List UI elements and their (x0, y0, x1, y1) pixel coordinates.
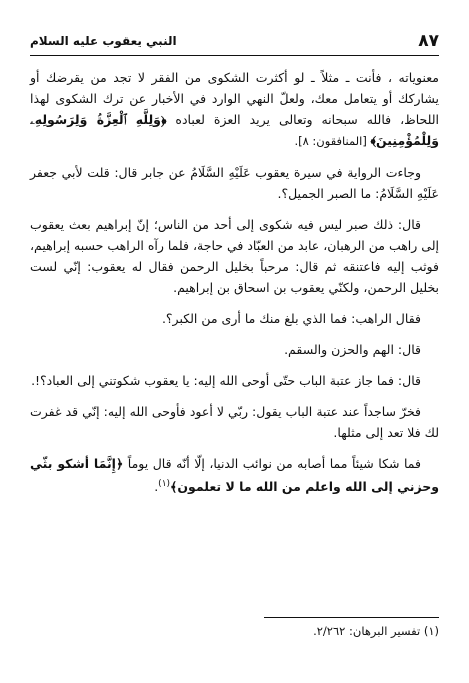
paragraph-8-end: . (154, 479, 159, 495)
footnote-text: تفسير البرهان: ٢/٢٦٢. (313, 624, 421, 638)
footnote-1 (264, 624, 439, 638)
paragraph-8 (30, 453, 439, 497)
body-text (30, 67, 439, 507)
paragraph-1 (30, 67, 439, 152)
chapter-title: النبي يعقوب عليه السلام (30, 34, 177, 48)
paragraph-4: فقال الراهب: فما الذي بلغ منك ما أرى من الكبر؟. (161, 311, 421, 326)
quran-quote-2: ﴿إِنَّمَا أشكو بثّي وحزني إلى الله واعلم من الله ما لا تعلمون﴾ (30, 456, 439, 495)
paragraph-6: قال: فما جاز عتبة الباب حتّى أوحى الله إليه: يا يعقوب شكوتني إلى العباد؟!. (31, 373, 421, 388)
running-header (30, 33, 439, 56)
paragraph-1-text: معنوياته ، فأنت ـ مثلاً ـ لو أكثرت الشكوى من الفقر لا تجد من يقرضك أو يشاركك أو يتعامل معك، ولعلّ النهي الوارد في الأخبار عن ترك الشكوى لهذا اللحاظ، فالله سبحانه وتعالى يريد العزة لعباده (30, 70, 439, 127)
page-number: ٨٧ (418, 31, 439, 51)
footnote-number: (١) (423, 624, 439, 638)
quran-reference-1: [المنافقون: ٨]. (294, 134, 371, 148)
paragraph-5: قال: الهم والحزن والسقم. (284, 342, 421, 357)
footnote-marker: (١) (158, 479, 171, 489)
paragraph-7: فخرّ ساجداً عند عتبة الباب يقول: ربّي لا أعود فأوحى الله إليه: إنّي قد غفرت لك فلا تعد إلى مثلها. (30, 404, 439, 440)
paragraph-8-text: فما شكا شيئاً مما أصابه من نوائب الدنيا، إلّا أنّه قال يوماً (123, 456, 421, 471)
paragraph-2: وجاءت الرواية في سيرة يعقوب عَلَيْهِ السَّلَامُ عن جابر قال: قلت لأبي جعفر عَلَيْهِ السَّلَامُ: ما الصبر الجميل؟. (30, 165, 439, 201)
paragraph-3: قال: ذلك صبر ليس فيه شكوى إلى أحد من الناس؛ إنّ إبراهيم بعث يعقوب إلى راهب من الرهبان، عابد من العبّاد في حاجة، فلما رآه الراهب حسبه إبراهيم، فوثب إليه فاعتنقه ثم قال: مرحباً بخليل الرحمن فقال له يعقوب: إنّي لست بخليل الرحمن، ولكنّي يعقوب بن اسحاق بن إبراهيم. (30, 217, 439, 295)
footnotes (264, 617, 439, 638)
quran-quote-1: ﴿وَلِلَّهِ ٱلْعِزَّةُ وَلِرَسُولِهِۦ وَلِلْمُؤْمِنِينَ﴾ (30, 112, 439, 148)
